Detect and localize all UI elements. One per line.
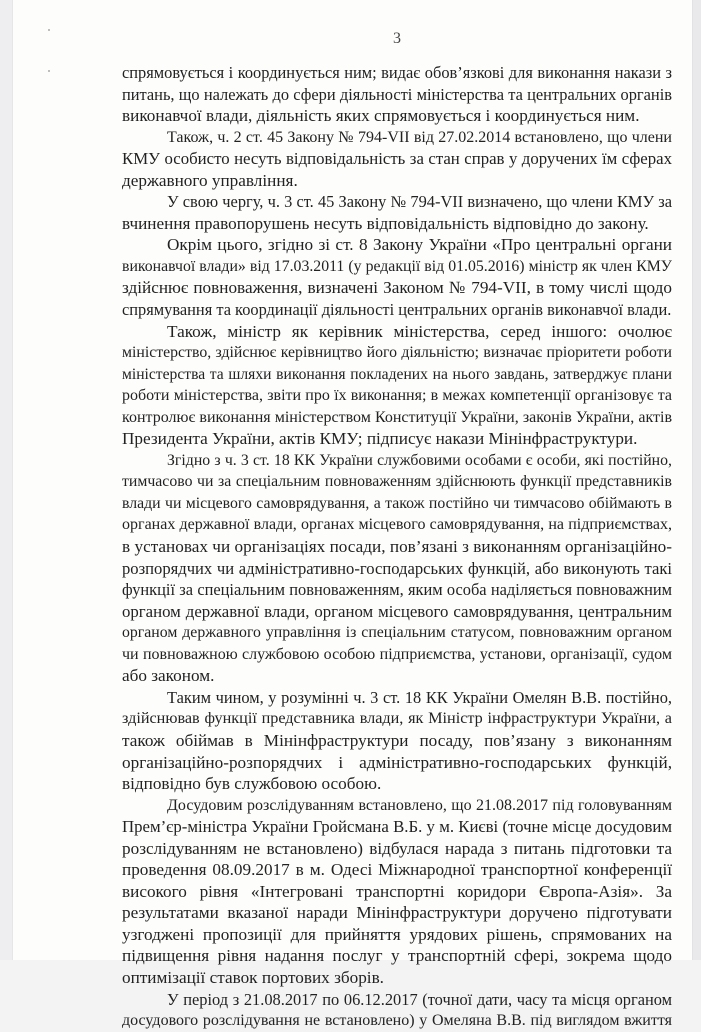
text-line: Також, ч. 2 ст. 45 Закону № 794-VII від 27.02.2014 встановлено, що члени [167,128,672,146]
text-line: здійснює повноваження, визначені Законом № 794-VII, в тому числі щодо [122,278,672,298]
paragraph [122,191,672,234]
paragraph [122,795,672,989]
text-line: високого рівня «Інтегровані транспортні коридори Європа-Азія». За [122,881,672,901]
text-line: або законом. [122,666,215,686]
text-line: КМУ особисто несуть відповідальність за стан справ у доручених їм сферах [122,149,672,169]
paragraph [122,62,672,127]
paragraph [122,687,672,795]
text-line: в установах чи організаціях посади, пов’язані з виконанням організаційно- [122,537,672,557]
text-line: розпорядчих чи адміністративно-господарських функцій, або виконують такі [122,558,672,578]
page-edge-right [693,0,701,960]
text-line: Окрім цього, згідно зі ст. 8 Закону України «Про центральні органи [167,235,672,255]
text-line: Згідно з ч. 3 ст. 18 КК України службовими особами є особи, які постійно, [167,451,672,469]
text-line: Президента України, актів КМУ; підписує накази Мінінфраструктури. [122,429,638,449]
text-line: досудового розслідування не встановлено) у Омеляна В.В. під виглядом вжиття [122,1012,672,1030]
text-line: результатами вказаної наради Мінінфраструктури доручено підготувати [122,903,672,923]
text-line: функції за спеціальним повноваженням, яким особа наділяється повноважним [122,580,672,600]
punch-mark [48,70,50,72]
text-line: органах державної влади, органах місцевого самоврядування, на підприємствах, [122,516,672,534]
text-line: чи повноважною службовою особою підприємства, установи, організації, судом [122,645,672,663]
text-line: контролює виконання міністерством Конституції України, законів України, актів [122,408,672,426]
document-body [122,62,672,1032]
text-line: Прем’єр-міністра України Гройсмана В.Б. у м. Києві (точне місце досудовим [122,817,672,837]
paragraph [122,321,672,450]
text-line: виконавчої влади» від 17.03.2011 (у редакції від 01.05.2016) міністр як член КМУ [122,257,672,275]
text-line: підвищення рівня надання послуг у транспортній сфері, зокрема щодо [122,946,672,966]
text-line: здійснював функції представника влади, як Міністр інфраструктури України, а [122,709,672,728]
text-line: відповідно був службовою особою. [122,774,382,794]
text-line: питань, що належать до сфери діяльності міністерства та центральних органів [122,84,672,104]
text-line: роботи міністерства, звіти про їх виконання; в межах компетенції організовує та [122,387,672,405]
text-line: також обіймав в Мінінфраструктури посаду, пов’язану з виконанням [122,730,672,750]
paragraph [122,989,672,1032]
text-line: тимчасово чи за спеціальним повноваженням здійснюють функції представників [122,473,672,491]
text-line: організаційно-розпорядчих і адміністративно-господарських функцій, [122,752,672,772]
text-line: Також, міністр як керівник міністерства, серед іншого: очолює [167,321,672,341]
page-edge-left [0,0,12,960]
text-line: спрямування та координації діяльності центральних органів виконавчої влади. [122,300,672,320]
paragraph [122,234,672,320]
text-line: У свою чергу, ч. 3 ст. 45 Закону № 794-VII визначено, що члени КМУ за [167,192,672,212]
paragraph [122,127,672,192]
text-line: проведення 08.09.2017 в м. Одесі Міжнародної транспортної конференції [122,860,672,880]
paragraph [122,450,672,687]
text-line: виконавчої влади, діяльність яких спрямовується і координується ним. [122,106,640,126]
text-line: Таким чином, у розумінні ч. 3 ст. 18 КК України Омелян В.В. постійно, [167,687,672,707]
text-line: міністерство, здійснює керівництво його діяльністю; визначає пріоритети роботи [122,344,672,362]
text-line: міністерства та шляхи виконання покладених на нього завдань, затверджує плани [122,365,672,383]
page-number: 3 [393,30,401,47]
text-line: оптимізації ставок портових зборів. [122,967,384,987]
text-line: державного управління. [122,170,298,190]
text-line: влади чи місцевого самоврядування, а також постійно чи тимчасово обіймають в [122,494,672,512]
text-line: спрямовується і координується ним; видає обов’язкові для виконання накази з [122,63,672,82]
text-line: розслідуванням не встановлено) відбулася нарада з питань підготовки та [122,838,672,858]
text-line: органом державної влади, органом місцевого самоврядування, центральним [122,601,672,621]
text-line: органом державного управління із спеціальним статусом, повноважним органом [122,624,672,642]
text-line: Досудовим розслідуванням встановлено, що 21.08.2017 під головуванням [167,796,672,814]
text-line: У період з 21.08.2017 по 06.12.2017 (точної дати, часу та місця органом [167,989,672,1009]
text-line: вчинення правопорушень несуть відповідальність відповідно до закону. [122,213,649,233]
text-line: узгоджені пропозиції для прийняття урядових рішень, спрямованих на [122,924,672,944]
punch-mark [48,29,50,31]
